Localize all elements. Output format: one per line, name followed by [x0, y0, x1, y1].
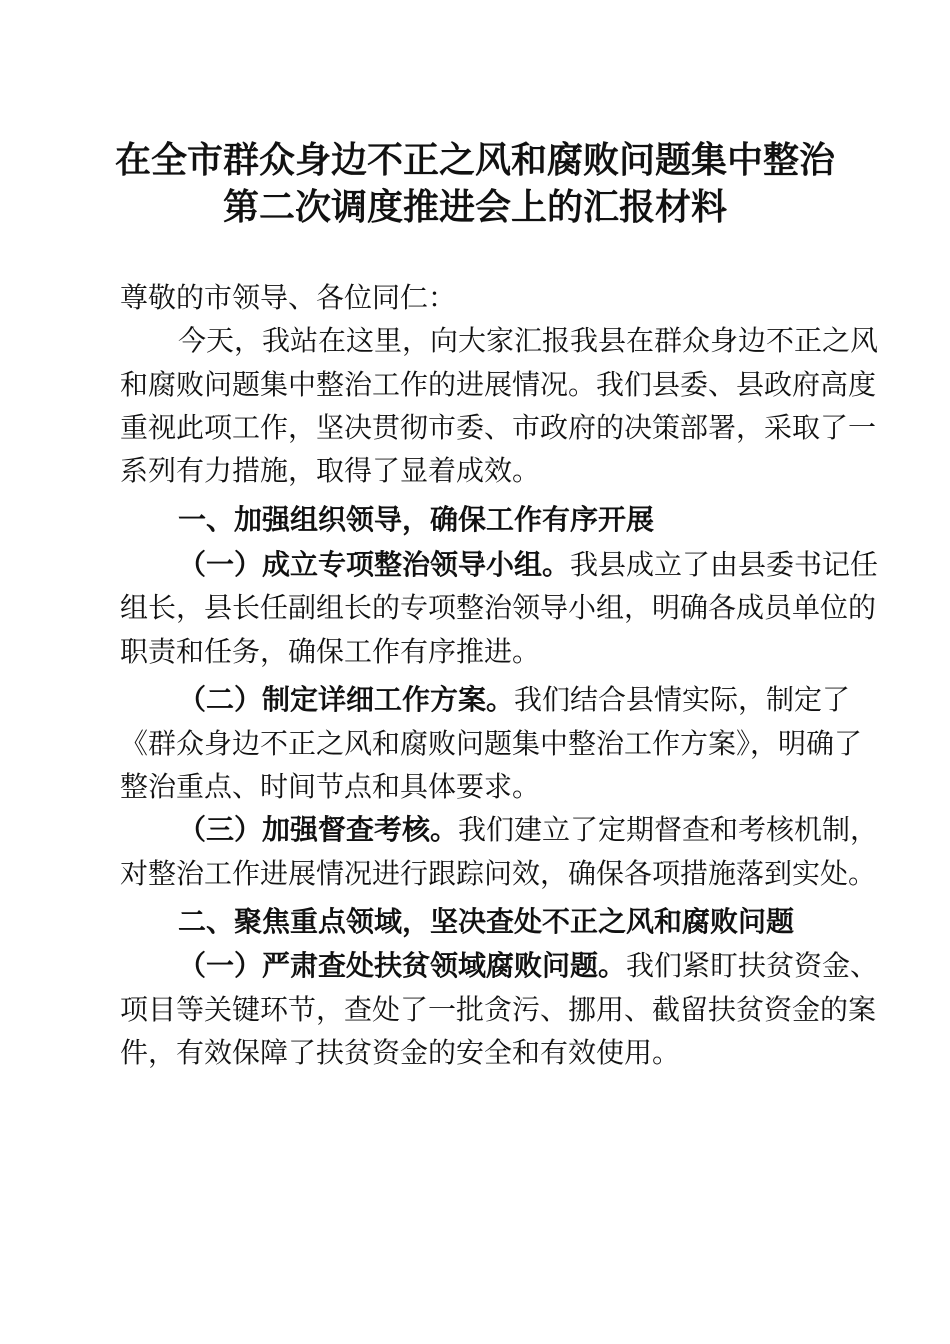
- paragraph-text: 我县成立了由县委书记任: [570, 548, 879, 581]
- paragraph-lead: （一）严肃查处扶贫领域腐败问题。: [178, 949, 627, 982]
- paragraph-text: 我们建立了定期督查和考核机制，: [458, 813, 879, 846]
- greeting: 尊敬的市领导、各位同仁：: [120, 281, 457, 314]
- intro-line: 重视此项工作，坚决贯彻市委、市政府的决策部署，采取了一: [120, 411, 877, 444]
- paragraph-line: [178, 680, 851, 720]
- paragraph-line: [178, 545, 879, 585]
- section-heading: 一、加强组织领导，确保工作有序开展: [178, 503, 655, 536]
- paragraph-line: [178, 946, 879, 986]
- paragraph-lead: （三）加强督查考核。: [178, 813, 459, 846]
- title-line: 在全市群众身边不正之风和腐败问题集中整治: [114, 139, 835, 181]
- paragraph-line: 职责和任务，确保工作有序推进。: [120, 635, 541, 668]
- paragraph-lead: （一）成立专项整治领导小组。: [178, 548, 571, 581]
- paragraph-line: 《群众身边不正之风和腐败问题集中整治工作方案》，明确了: [120, 727, 863, 760]
- paragraph-line: [178, 810, 879, 850]
- paragraph-line: 组长，县长任副组长的专项整治领导小组，明确各成员单位的: [120, 591, 877, 624]
- paragraph-line: 项目等关键环节，查处了一批贪污、挪用、截留扶贫资金的案: [120, 993, 877, 1026]
- section-heading: 二、聚焦重点领域，坚决查处不正之风和腐败问题: [178, 905, 795, 938]
- intro-line: 今天，我站在这里，向大家汇报我县在群众身边不正之风: [178, 324, 879, 357]
- paragraph-line: 件，有效保障了扶贫资金的安全和有效使用。: [120, 1036, 681, 1069]
- paragraph-line: 对整治工作进展情况进行跟踪问效，确保各项措施落到实处。: [120, 857, 877, 890]
- paragraph-text: 我们紧盯扶贫资金、: [626, 949, 879, 982]
- intro-line: 和腐败问题集中整治工作的进展情况。我们县委、县政府高度: [120, 368, 877, 401]
- paragraph-text: 我们结合县情实际，制定了: [514, 683, 851, 716]
- paragraph-lead: （二）制定详细工作方案。: [178, 683, 515, 716]
- intro-line: 系列有力措施，取得了显着成效。: [120, 454, 541, 487]
- paragraph-line: 整治重点、时间节点和具体要求。: [120, 770, 541, 803]
- title-line: 第二次调度推进会上的汇报材料: [222, 186, 727, 228]
